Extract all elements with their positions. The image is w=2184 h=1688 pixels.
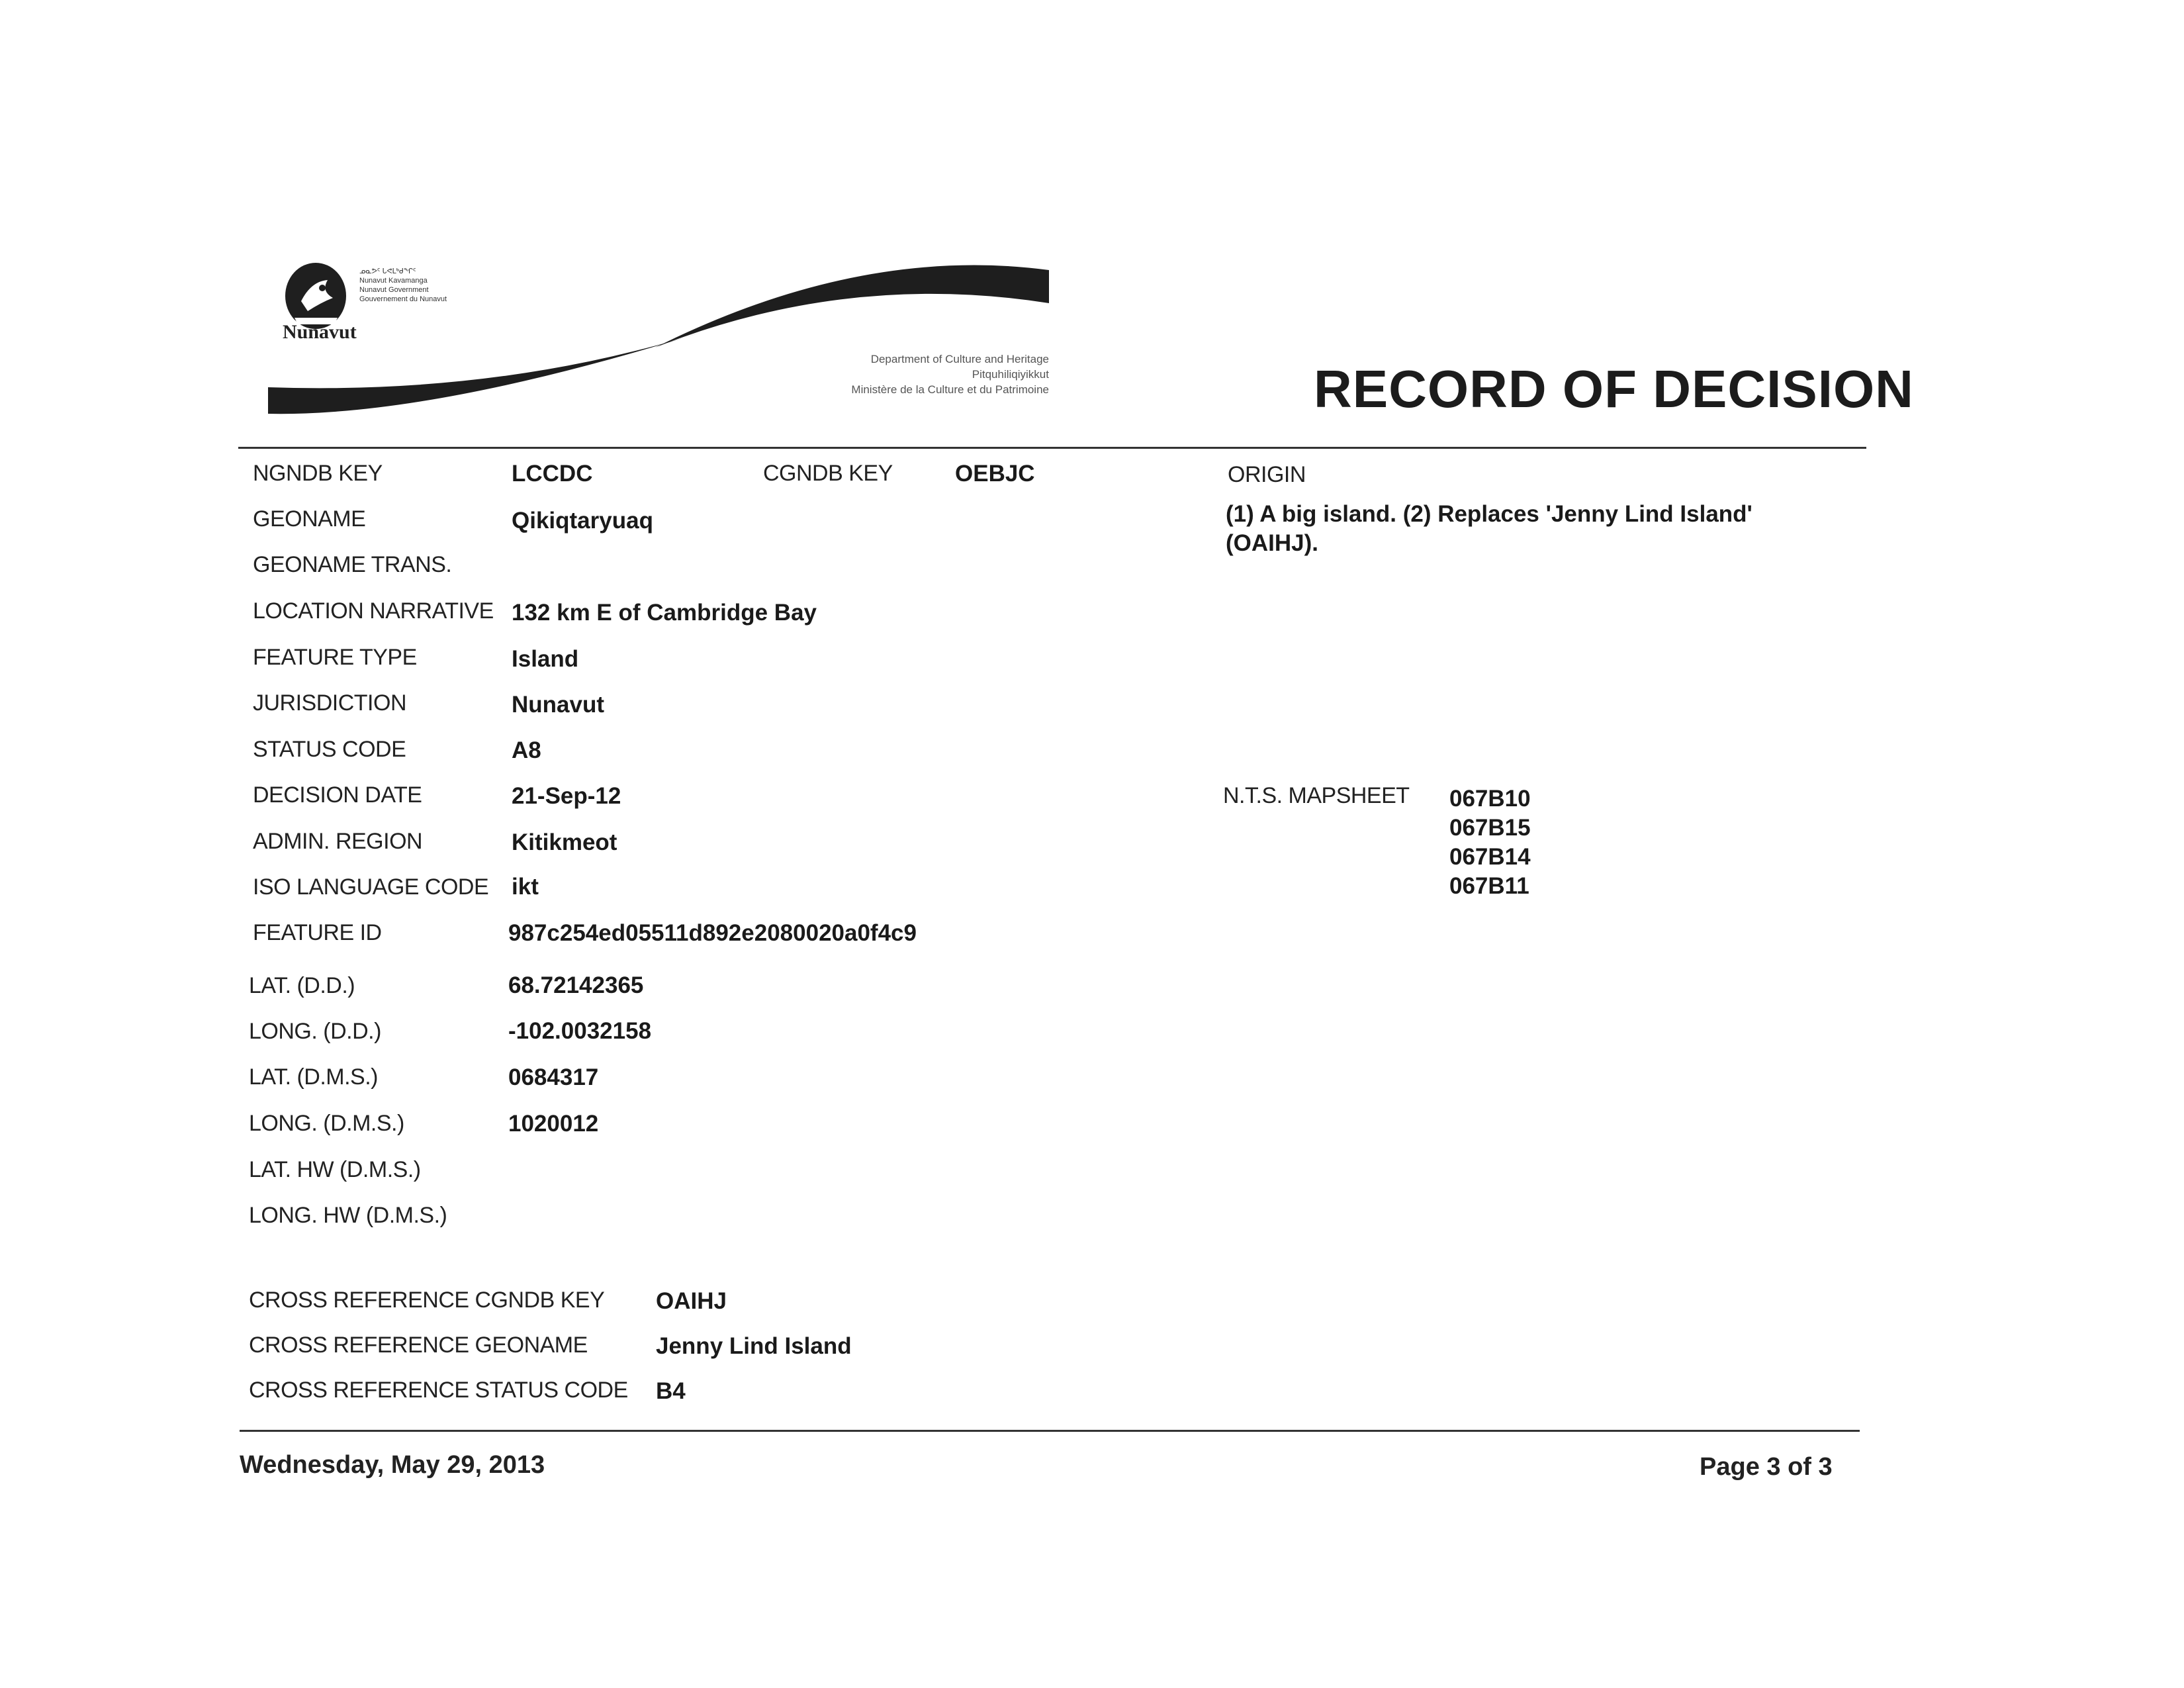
label-location-narrative: LOCATION NARRATIVE — [253, 598, 494, 624]
value-cross-ref-geoname: Jenny Lind Island — [656, 1333, 852, 1359]
value-feature-type: Island — [512, 646, 579, 672]
nts-mapsheet-item: 067B15 — [1449, 815, 1531, 841]
value-admin-region: Kitikmeot — [512, 829, 617, 855]
value-decision-date: 21-Sep-12 — [512, 783, 621, 809]
value-ngndb-key: LCCDC — [512, 461, 593, 487]
label-feature-id: FEATURE ID — [253, 920, 382, 945]
nts-mapsheet-item: 067B14 — [1449, 844, 1531, 870]
label-long-hw-dms: LONG. HW (D.M.S.) — [249, 1203, 447, 1228]
label-lat-dd: LAT. (D.D.) — [249, 973, 355, 998]
logo-wordmark: Nunavut — [283, 321, 357, 343]
value-jurisdiction: Nunavut — [512, 692, 604, 718]
value-geoname: Qikiqtaryuaq — [512, 508, 653, 534]
department-french: Ministère de la Culture et du Patrimoine — [851, 383, 1049, 396]
label-feature-type: FEATURE TYPE — [253, 645, 417, 670]
label-iso-language-code: ISO LANGUAGE CODE — [253, 874, 489, 900]
footer-page-number: Page 3 of 3 — [1700, 1453, 1833, 1481]
value-status-code: A8 — [512, 737, 541, 763]
header-divider — [238, 447, 1866, 449]
label-status-code: STATUS CODE — [253, 737, 406, 762]
value-iso-language-code: ikt — [512, 874, 539, 900]
value-cgndb-key: OEBJC — [955, 461, 1035, 487]
label-long-dd: LONG. (D.D.) — [249, 1019, 381, 1044]
label-cross-ref-geoname: CROSS REFERENCE GEONAME — [249, 1333, 588, 1358]
label-geoname: GEONAME — [253, 506, 366, 532]
label-origin: ORIGIN — [1228, 462, 1306, 487]
origin-text-line-2: (OAIHJ). — [1226, 530, 1318, 556]
nts-mapsheet-item: 067B11 — [1449, 873, 1529, 899]
department-block — [695, 352, 1049, 397]
logo-line-english: Nunavut Government — [359, 286, 429, 294]
value-long-dd: -102.0032158 — [508, 1018, 652, 1044]
value-feature-id: 987c254ed05511d892e2080020a0f4c9 — [508, 920, 917, 946]
label-lat-hw-dms: LAT. HW (D.M.S.) — [249, 1157, 421, 1182]
logo-line-syllabics: ᓄᓇᕗᑦ ᒐᕙᒪᒃᑯᖏᑦ — [359, 267, 416, 275]
logo-line-french: Gouvernement du Nunavut — [359, 295, 447, 303]
nts-mapsheet-list — [1449, 784, 1531, 901]
department-inuinnaqtun: Pitquhiliqiyikkut — [972, 368, 1049, 381]
value-cross-ref-cgndb-key: OAIHJ — [656, 1288, 727, 1314]
label-cgndb-key: CGNDB KEY — [763, 461, 893, 486]
nts-mapsheet-item: 067B10 — [1449, 786, 1531, 812]
label-cross-ref-cgndb-key: CROSS REFERENCE CGNDB KEY — [249, 1288, 605, 1313]
label-decision-date: DECISION DATE — [253, 782, 422, 808]
label-cross-ref-status-code: CROSS REFERENCE STATUS CODE — [249, 1378, 628, 1403]
value-lat-dd: 68.72142365 — [508, 972, 644, 998]
label-jurisdiction: JURISDICTION — [253, 690, 406, 716]
label-admin-region: ADMIN. REGION — [253, 829, 423, 854]
value-cross-ref-status-code: B4 — [656, 1378, 686, 1404]
label-ngndb-key: NGNDB KEY — [253, 461, 383, 486]
value-location-narrative: 132 km E of Cambridge Bay — [512, 600, 817, 626]
logo-line-inuinnaqtun: Nunavut Kavamanga — [359, 277, 428, 285]
label-lat-dms: LAT. (D.M.S.) — [249, 1064, 378, 1090]
label-geoname-trans: GEONAME TRANS. — [253, 552, 452, 577]
page-title: RECORD OF DECISION — [1314, 359, 1914, 418]
label-long-dms: LONG. (D.M.S.) — [249, 1111, 404, 1136]
footer-date: Wednesday, May 29, 2013 — [240, 1451, 545, 1479]
value-lat-dms: 0684317 — [508, 1064, 599, 1090]
label-nts-mapsheet: N.T.S. MAPSHEET — [1223, 783, 1410, 808]
origin-text-line-1: (1) A big island. (2) Replaces 'Jenny Lind Island' — [1226, 501, 1752, 527]
department-english: Department of Culture and Heritage — [870, 353, 1049, 365]
footer-divider — [240, 1430, 1860, 1432]
value-long-dms: 1020012 — [508, 1111, 599, 1137]
